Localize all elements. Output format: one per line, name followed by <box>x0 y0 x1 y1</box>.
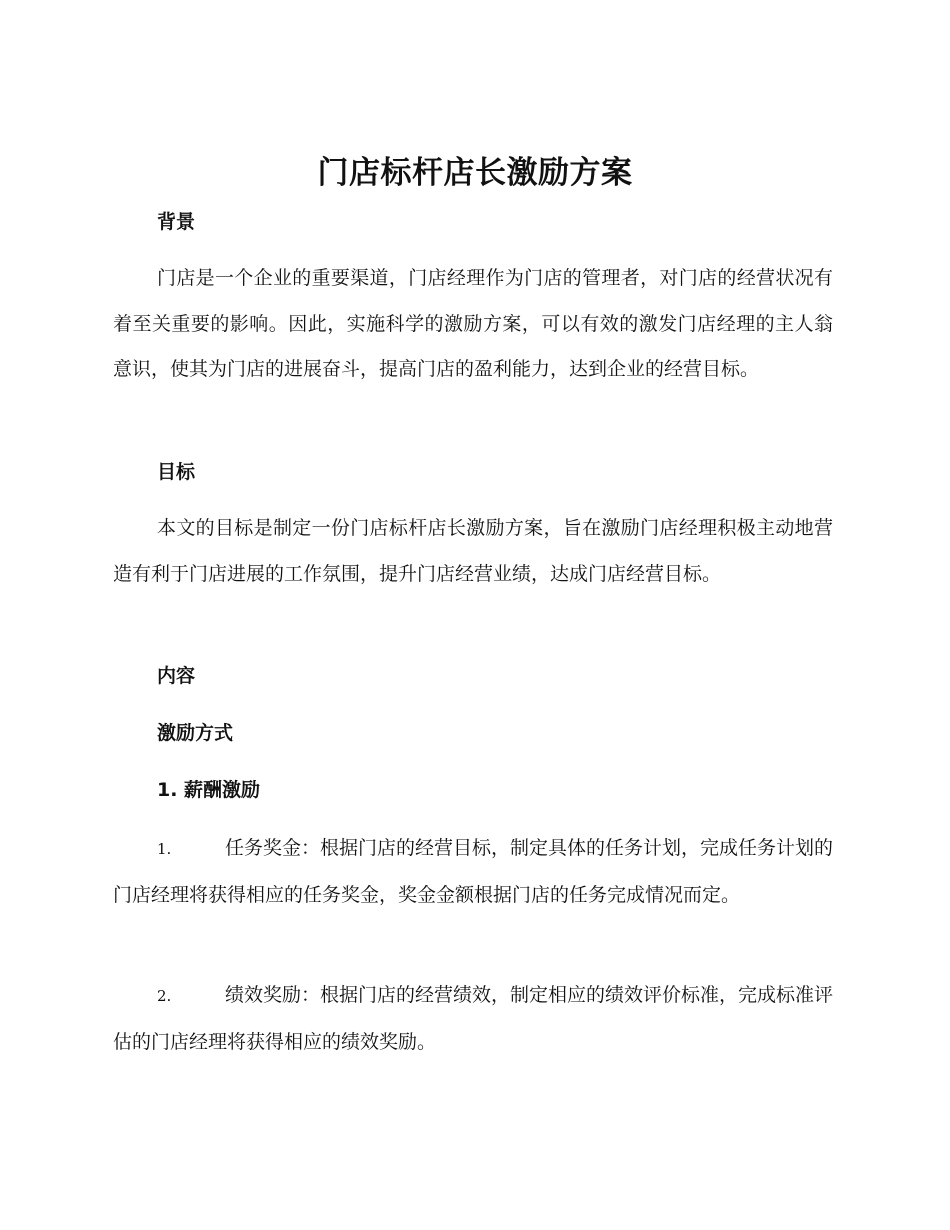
list-item <box>113 973 833 1065</box>
heading-background: 背景 <box>157 211 196 233</box>
heading-salary-incentive: 1. 薪酬激励 <box>157 779 261 801</box>
paragraph-background: 门店是一个企业的重要渠道，门店经理作为门店的管理者，对门店的经营状况有着至关重要的影响。因此，实施科学的激励方案，可以有效的激发门店经理的主人翁意识，使其为门店的进展奋斗，提高门店的盈利能力，达到企业的经营目标。 <box>113 267 833 380</box>
list-item-text: 任务奖金：根据门店的经营目标，制定具体的任务计划，完成任务计划的门店经理将获得相应的任务奖金，奖金金额根据门店的任务完成情况而定。 <box>113 837 834 906</box>
list-item-number: 2. <box>157 987 172 1005</box>
paragraph-goal: 本文的目标是制定一份门店标杆店长激励方案，旨在激励门店经理积极主动地营造有利于门店进展的工作氛围，提升门店经营业绩，达成门店经营目标。 <box>113 517 833 585</box>
list-item <box>113 826 833 918</box>
document-title: 门店标杆店长激励方案 <box>317 155 633 191</box>
heading-content: 内容 <box>157 665 196 687</box>
heading-goal: 目标 <box>157 461 196 483</box>
list-item-text: 绩效奖励：根据门店的经营绩效，制定相应的绩效评价标准，完成标准评估的门店经理将获得相应的绩效奖励。 <box>113 984 834 1053</box>
list-item-number: 1. <box>157 840 172 858</box>
heading-incentive-methods: 激励方式 <box>157 722 234 744</box>
